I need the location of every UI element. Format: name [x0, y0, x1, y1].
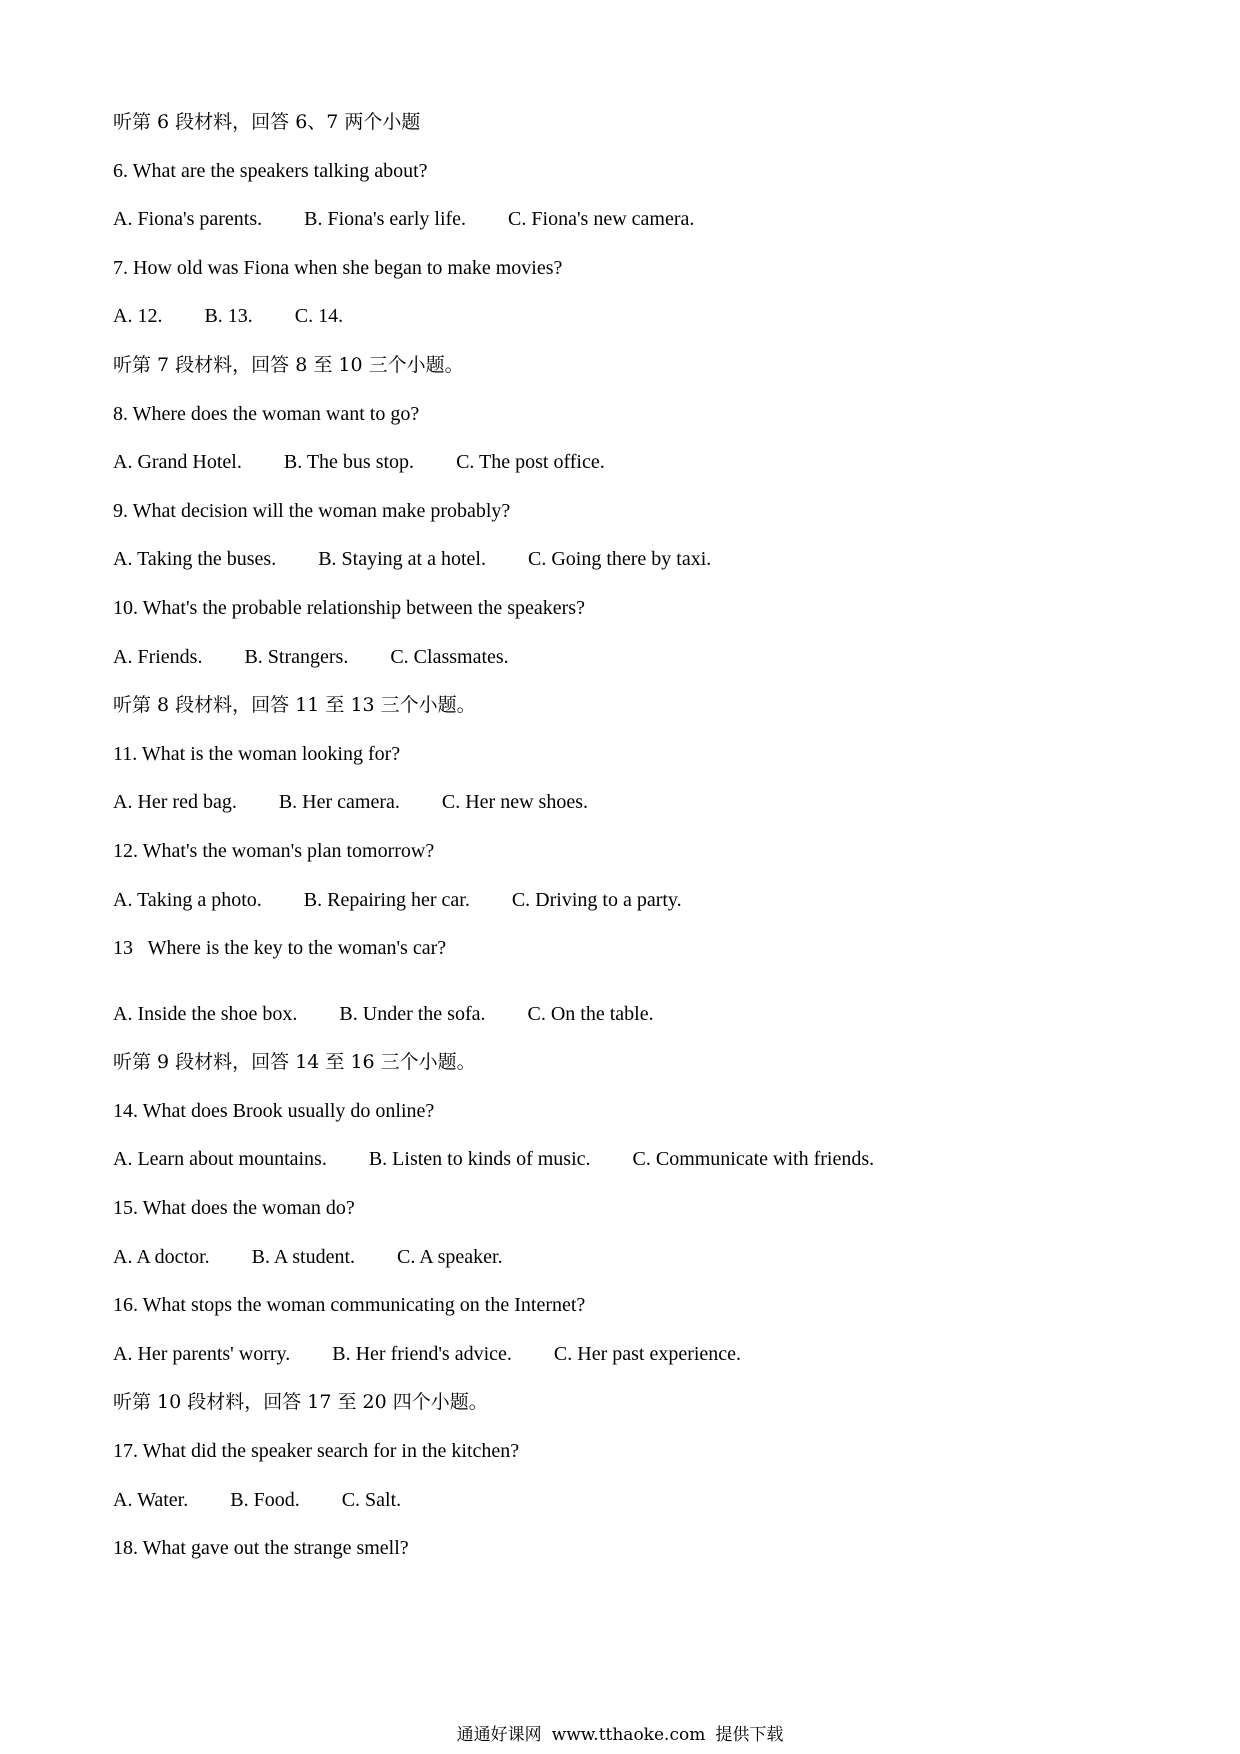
option-a: A. 12. [113, 305, 163, 328]
option-a: A. Inside the shoe box. [113, 1002, 298, 1025]
question-13: 13 Where is the key to the woman's car? [113, 937, 447, 960]
question-14: 14. What does Brook usually do online? [113, 1099, 435, 1122]
option-c: C. Classmates. [390, 645, 509, 668]
section-heading: 听第 8 段材料，回答 11 至 13 三个小题。 [113, 694, 476, 717]
question-10: 10. What's the probable relationship between the speakers? [113, 596, 585, 619]
option-a: A. Water. [113, 1488, 189, 1511]
option-a: A. Learn about mountains. [113, 1148, 327, 1171]
section-heading: 听第 6 段材料，回答 6、7 两个小题 [113, 111, 421, 133]
question-15: 15. What does the woman do? [113, 1197, 355, 1220]
question-11: 11. What is the woman looking for? [113, 742, 401, 765]
option-a: A. Taking the buses. [113, 548, 277, 571]
option-c: C. A speaker. [397, 1245, 503, 1268]
option-b: B. Repairing her car. [303, 888, 470, 911]
question-17: 17. What did the speaker search for in the kitchen? [113, 1440, 520, 1463]
footer-tagline: 提供下载 [715, 1725, 784, 1745]
option-a: A. Her parents' worry. [113, 1342, 291, 1365]
options-10 [113, 633, 1153, 682]
option-b: B. 13. [204, 305, 253, 328]
option-b: B. The bus stop. [283, 451, 415, 474]
options-14 [113, 1135, 1153, 1184]
option-a: A. Friends. [113, 645, 203, 668]
option-c: C. Her new shoes. [441, 791, 588, 814]
option-c: C. On the table. [527, 1002, 654, 1025]
option-b: B. Fiona's early life. [304, 208, 467, 231]
option-c: C. Salt. [341, 1488, 402, 1511]
question-6: 6. What are the speakers talking about? [113, 159, 428, 182]
footer-url[interactable]: www.tthaoke.com [551, 1725, 706, 1745]
option-c: C. Driving to a party. [511, 888, 682, 911]
question-16: 16. What stops the woman communicating on the Internet? [113, 1294, 586, 1317]
option-b: B. Listen to kinds of music. [368, 1148, 591, 1171]
option-b: B. Staying at a hotel. [318, 548, 486, 571]
question-8: 8. Where does the woman want to go? [113, 402, 420, 425]
option-c: C. Going there by taxi. [527, 548, 712, 571]
option-a: A. Her red bag. [113, 791, 237, 814]
section-heading: 听第 7 段材料，回答 8 至 10 三个小题。 [113, 353, 464, 376]
page-footer [0, 1720, 1240, 1745]
options-12 [113, 876, 1153, 925]
option-b: B. A student. [251, 1245, 356, 1268]
option-a: A. Fiona's parents. [113, 208, 263, 231]
question-12: 12. What's the woman's plan tomorrow? [113, 839, 435, 862]
option-b: B. Her friend's advice. [332, 1342, 512, 1365]
options-17 [113, 1476, 1153, 1525]
options-8 [113, 438, 1153, 487]
option-c: C. Her past experience. [553, 1342, 742, 1365]
options-9 [113, 535, 1153, 584]
option-b: B. Strangers. [244, 645, 349, 668]
option-b: B. Under the sofa. [339, 1002, 486, 1025]
option-b: B. Her camera. [278, 791, 400, 814]
options-16 [113, 1330, 1153, 1379]
option-c: C. Fiona's new camera. [508, 208, 695, 231]
question-7: 7. How old was Fiona when she began to make movies? [113, 256, 563, 279]
option-a: A. Grand Hotel. [113, 451, 242, 474]
options-11 [113, 778, 1153, 827]
options-13 [113, 990, 1153, 1039]
exam-content [113, 98, 1153, 1573]
footer-site-name: 通通好课网 [456, 1725, 542, 1745]
options-6 [113, 195, 1153, 244]
option-c: C. 14. [294, 305, 344, 328]
question-9: 9. What decision will the woman make probably? [113, 499, 511, 522]
option-a: A. Taking a photo. [113, 888, 262, 911]
options-7 [113, 292, 1153, 341]
section-heading: 听第 9 段材料，回答 14 至 16 三个小题。 [113, 1051, 476, 1074]
option-c: C. The post office. [456, 451, 605, 474]
option-c: C. Communicate with friends. [632, 1148, 875, 1171]
option-a: A. A doctor. [113, 1245, 210, 1268]
options-15 [113, 1233, 1153, 1282]
question-18: 18. What gave out the strange smell? [113, 1537, 409, 1560]
option-b: B. Food. [230, 1488, 300, 1511]
section-heading: 听第 10 段材料，回答 17 至 20 四个小题。 [113, 1391, 488, 1414]
